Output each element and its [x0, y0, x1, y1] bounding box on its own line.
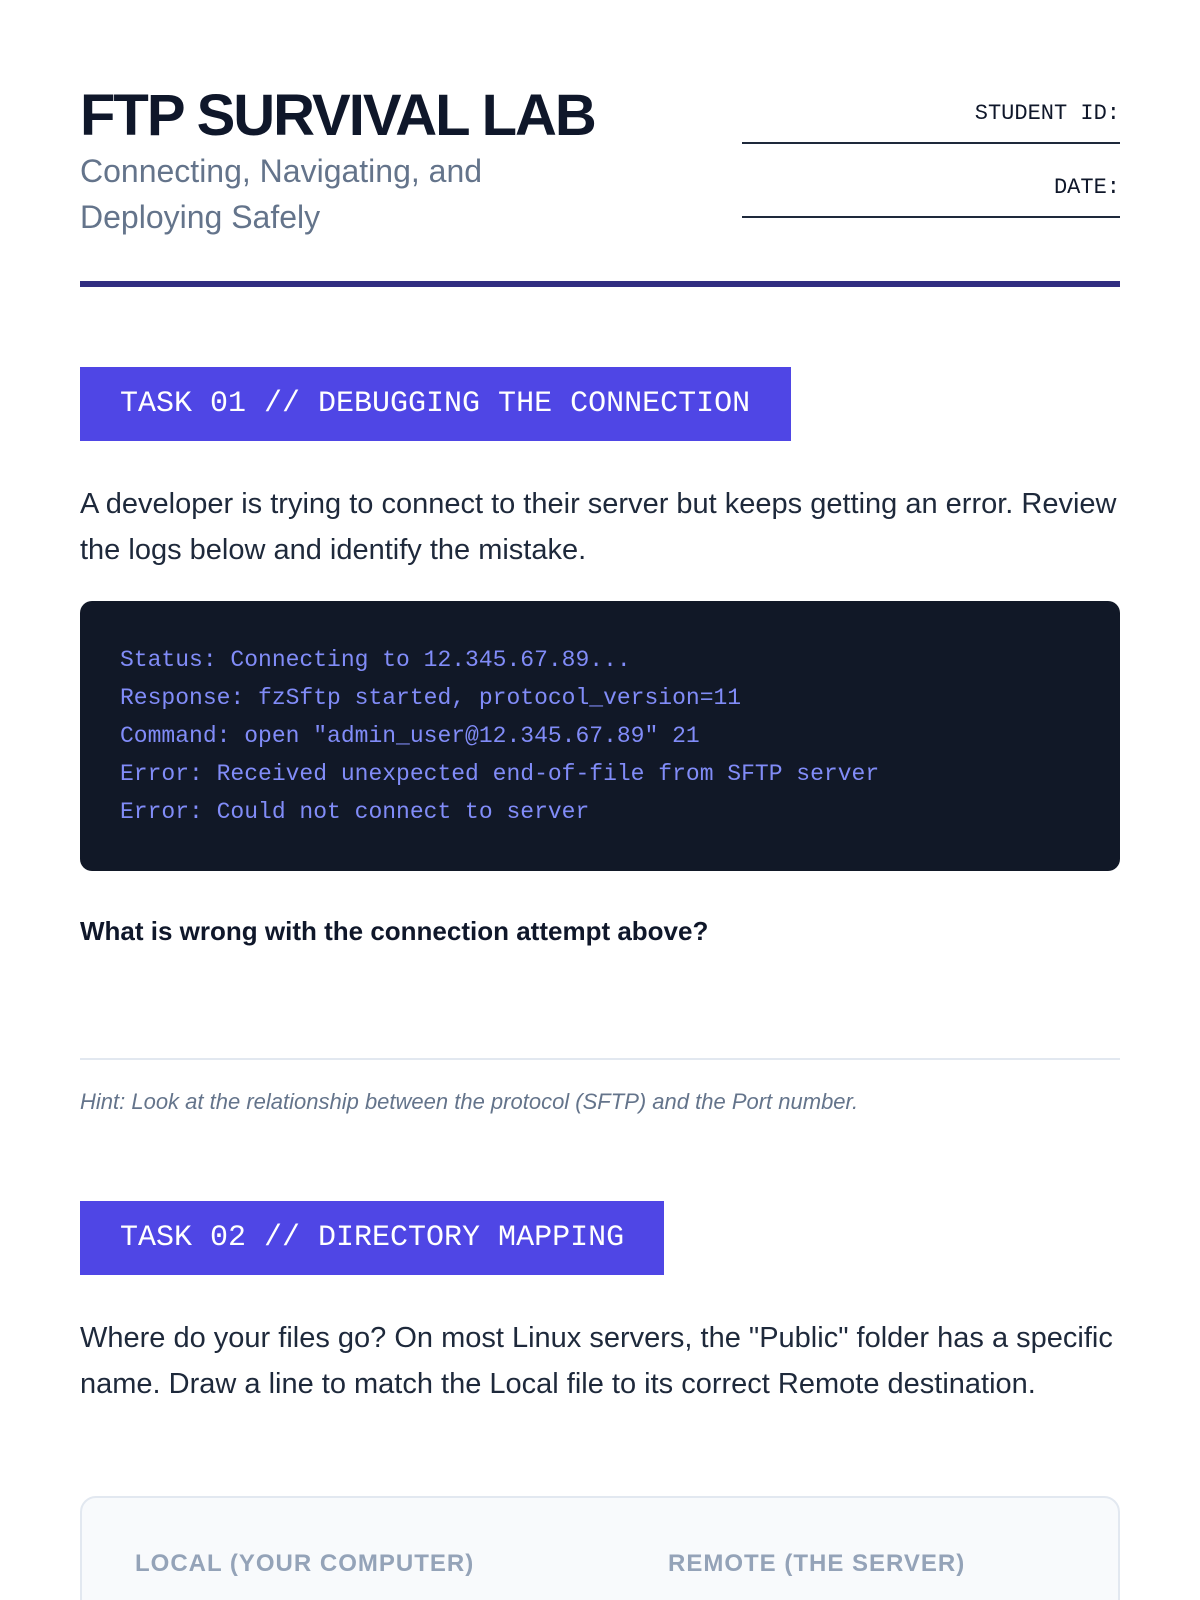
log-line: Command: open "admin_user@12.345.67.89" 21 — [120, 723, 700, 749]
local-column-heading: LOCAL (YOUR COMPUTER) — [135, 1550, 475, 1577]
directory-mapping-box — [80, 1496, 1120, 1600]
log-line: Error: Received unexpected end-of-file from SFTP server — [120, 761, 880, 787]
task-01-description: A developer is trying to connect to their server but keeps getting an error. Review the logs below and identify the mistake. — [80, 488, 1117, 566]
connection-log-terminal — [80, 601, 1120, 871]
task-01-question: What is wrong with the connection attempt above? — [80, 916, 709, 946]
task-02-tag: TASK 02 // DIRECTORY MAPPING — [80, 1201, 664, 1275]
date-label: DATE: — [1053, 175, 1120, 200]
student-id-label: STUDENT ID: — [974, 101, 1120, 126]
page-subtitle: Connecting, Navigating, and Deploying Safely — [80, 153, 483, 235]
student-meta — [740, 100, 1120, 248]
task-01-tag: TASK 01 // DEBUGGING THE CONNECTION — [80, 367, 791, 441]
log-line: Error: Could not connect to server — [120, 799, 590, 825]
log-line: Response: fzSftp started, protocol_version=11 — [120, 685, 742, 711]
remote-column-heading: REMOTE (THE SERVER) — [668, 1550, 966, 1577]
task-01-answer-field[interactable] — [80, 1058, 1120, 1060]
task-01-hint: Hint: Look at the relationship between the protocol (SFTP) and the Port number. — [80, 1089, 859, 1114]
student-id-field[interactable] — [742, 128, 1120, 144]
task-02-description: Where do your files go? On most Linux servers, the "Public" folder has a specific name. Draw a line to match the Local file to its correct Remote destination. — [80, 1322, 1113, 1400]
header-divider — [80, 281, 1120, 287]
date-field[interactable] — [742, 202, 1120, 218]
page-title: FTP SURVIVAL LAB — [80, 83, 595, 148]
log-line: Status: Connecting to 12.345.67.89... — [120, 647, 631, 673]
